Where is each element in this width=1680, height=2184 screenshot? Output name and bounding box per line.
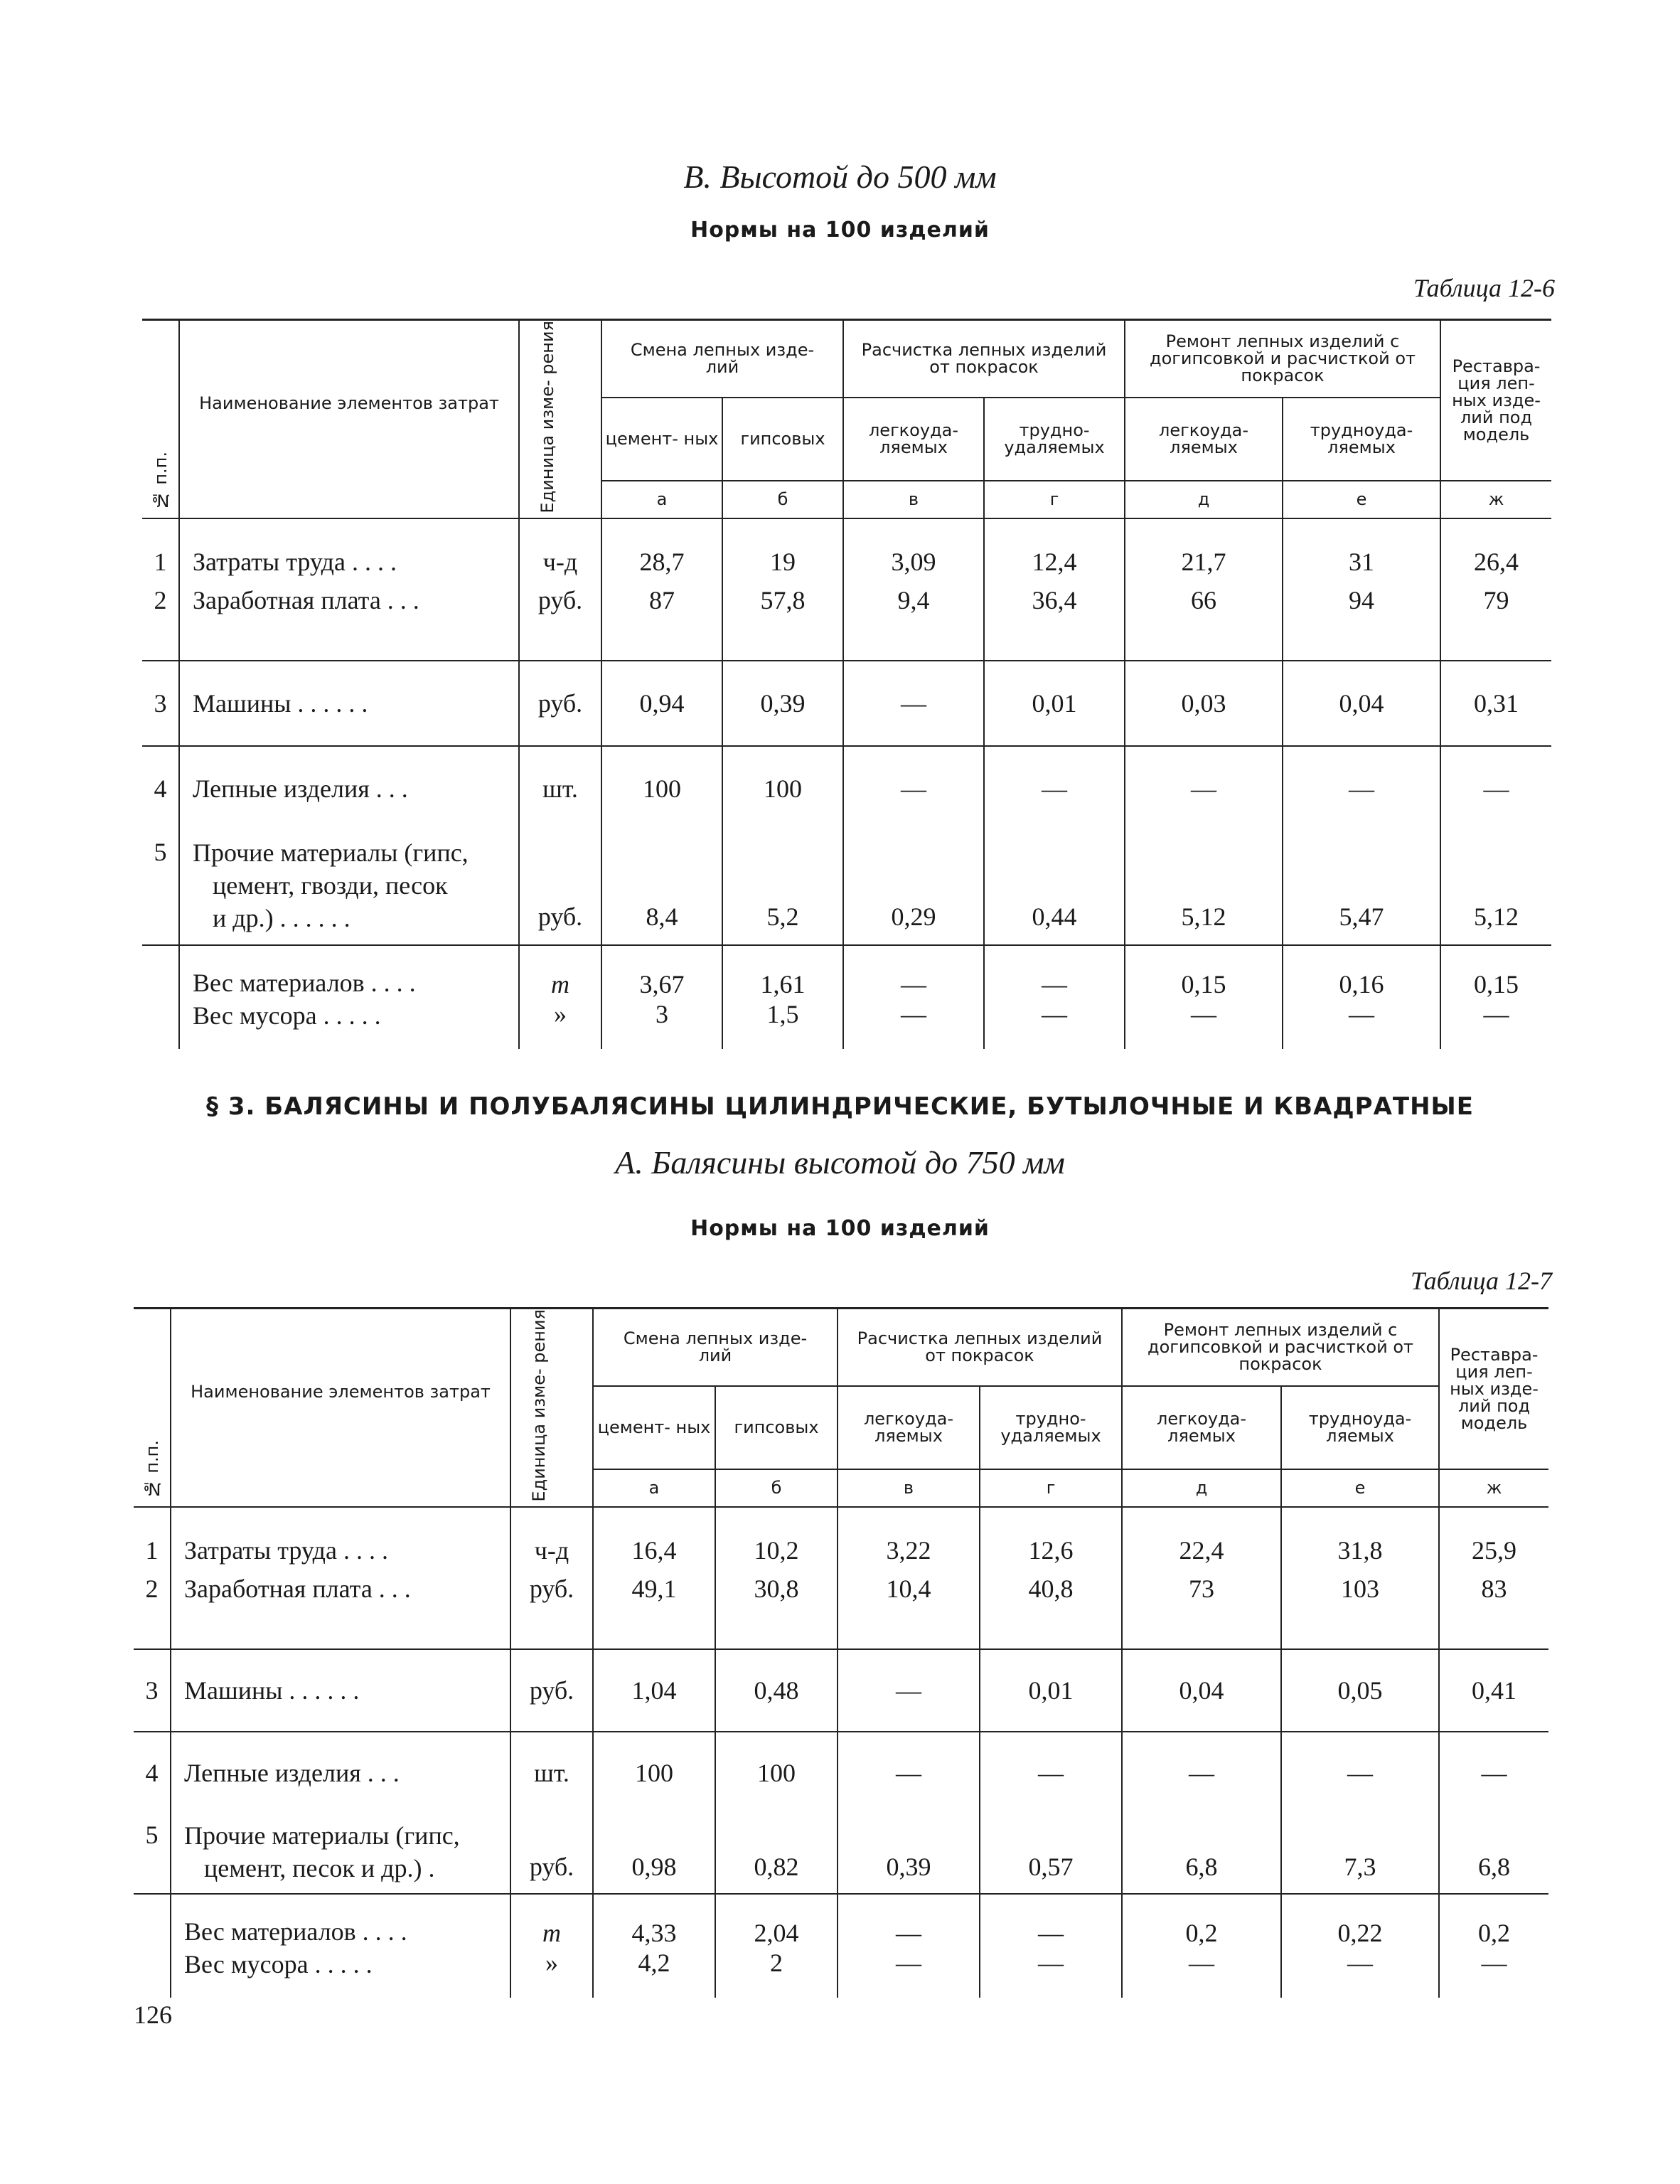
table-row [134,1531,1548,1570]
row-unit: т [510,1894,593,1948]
row-name: Вес мусора . . . . . [171,1948,510,1998]
cell-e: 0,05 [1281,1649,1439,1732]
row-unit: шт. [510,1732,593,1814]
cell-zh: — [1440,999,1551,1049]
cell-e: — [1281,1732,1439,1814]
row-name: Вес материалов . . . . [179,945,519,999]
subheader-hard-removal: трудно- удаляемых [984,398,1125,481]
cell-g: — [980,1732,1122,1814]
table-row [142,945,1551,999]
subheader-cement: цемент- ных [593,1386,715,1469]
cell-d: 6,8 [1122,1814,1281,1894]
cell-zh: 0,31 [1440,661,1551,746]
subheader-hard-removal-2: трудноуда- ляемых [1283,398,1440,481]
cell-v: — [838,1948,980,1998]
cell-zh: 5,12 [1440,831,1551,945]
norms-table-12-6 [142,319,1551,1049]
col-letter-a: а [593,1469,715,1507]
cell-g: — [984,746,1125,831]
cell-a: 3,67 [601,945,722,999]
subheader-easy-removal-2: легкоуда- ляемых [1125,398,1283,481]
cell-e: 0,04 [1283,661,1440,746]
cell-b: 100 [722,746,843,831]
cell-zh: 79 [1440,581,1551,619]
cell-b: 10,2 [715,1531,838,1570]
subheader-easy-removal: легкоуда- ляемых [843,398,984,481]
row-unit: руб. [510,1814,593,1894]
subsection-heading-b: В. Высотой до 500 мм [683,159,997,195]
cell-g: 0,01 [984,661,1125,746]
col-header-num: № п.п. [142,320,179,518]
cell-g: — [984,999,1125,1049]
cell-d: 21,7 [1125,543,1283,581]
col-letter-b: б [715,1469,838,1507]
col-group-restoration: Реставра- ция леп- ных изде- лий под модель [1439,1309,1548,1469]
cell-b: 1,5 [722,999,843,1049]
table-row [134,1570,1548,1608]
cell-g: — [980,1894,1122,1948]
subheader-cement: цемент- ных [601,398,722,481]
cell-d: — [1122,1948,1281,1998]
cell-d: — [1125,999,1283,1049]
cell-v: 10,4 [838,1570,980,1608]
cell-v: — [843,661,984,746]
cell-d: 22,4 [1122,1531,1281,1570]
subheader-easy-removal-2: легкоуда- ляемых [1122,1386,1281,1469]
row-unit: » [510,1948,593,1998]
cell-g: 0,44 [984,831,1125,945]
row-unit: руб. [510,1649,593,1732]
col-group-repair: Ремонт лепных изделий с догипсовкой и расчисткой от покрасок [1125,320,1440,398]
row-name: Лепные изделия . . . [179,746,519,831]
row-name: Вес мусора . . . . . [179,999,519,1049]
subheader-hard-removal-2: трудноуда- ляемых [1281,1386,1439,1469]
cell-zh: 26,4 [1440,543,1551,581]
cell-d: 0,04 [1122,1649,1281,1732]
col-group-repair: Ремонт лепных изделий с догипсовкой и расчисткой от покрасок [1122,1309,1439,1386]
col-group-cleaning: Расчистка лепных изделий от покрасок [838,1309,1122,1386]
cell-a: 100 [601,746,722,831]
subheader-gypsum: гипсовых [715,1386,838,1469]
cell-zh: 25,9 [1439,1531,1548,1570]
cell-g: 12,6 [980,1531,1122,1570]
cell-g: 36,4 [984,581,1125,619]
row-unit: т [519,945,601,999]
col-header-num: № п.п. [134,1309,171,1507]
cell-b: 2 [715,1948,838,1998]
cell-e: 31,8 [1281,1531,1439,1570]
subheader-gypsum: гипсовых [722,398,843,481]
cell-g: 0,57 [980,1814,1122,1894]
cell-v: — [843,746,984,831]
cell-zh: — [1439,1948,1548,1998]
col-letter-d: д [1122,1469,1281,1507]
cell-d: 73 [1122,1570,1281,1608]
row-number: 5 [145,1820,159,1849]
cell-d: 0,15 [1125,945,1283,999]
row-unit: руб. [519,581,601,619]
table-row [142,999,1551,1049]
subheader-hard-removal: трудно- удаляемых [980,1386,1122,1469]
cell-v: — [838,1894,980,1948]
cell-b: 19 [722,543,843,581]
cell-a: 4,33 [593,1894,715,1948]
row-number [142,999,179,1049]
col-letter-e: е [1283,481,1440,518]
table-row [134,1894,1548,1948]
cell-d: 0,03 [1125,661,1283,746]
cell-e: — [1281,1948,1439,1998]
cell-d: 66 [1125,581,1283,619]
col-letter-b: б [722,481,843,518]
cell-e: 7,3 [1281,1814,1439,1894]
cell-g: — [984,945,1125,999]
table-row [142,543,1551,581]
row-name: Заработная плата . . . [179,581,519,619]
cell-b: 100 [715,1732,838,1814]
cell-zh: 0,41 [1439,1649,1548,1732]
norms-table-12-7 [134,1307,1548,1998]
cell-v: — [843,999,984,1049]
table-row [142,831,1551,945]
cell-b: 1,61 [722,945,843,999]
table-row [142,581,1551,619]
row-name: Затраты труда . . . . [179,543,519,581]
subsection-heading-a: А. Балясины высотой до 750 мм [615,1144,1065,1181]
cell-zh: — [1439,1732,1548,1814]
cell-a: 16,4 [593,1531,715,1570]
cell-v: — [838,1649,980,1732]
cell-v: 0,29 [843,831,984,945]
cell-b: 57,8 [722,581,843,619]
table-row [134,1948,1548,1998]
cell-a: 28,7 [601,543,722,581]
col-group-cleaning: Расчистка лепных изделий от покрасок [843,320,1125,398]
row-number: 3 [134,1649,171,1732]
row-name: Машины . . . . . . [171,1649,510,1732]
row-unit: руб. [510,1570,593,1608]
cell-e: — [1283,999,1440,1049]
row-unit: ч-д [519,543,601,581]
cell-zh: 6,8 [1439,1814,1548,1894]
cell-d: — [1125,746,1283,831]
cell-e: 5,47 [1283,831,1440,945]
cell-b: 0,39 [722,661,843,746]
row-number: 2 [145,1574,159,1603]
cell-g: — [980,1948,1122,1998]
row-name: Прочие материалы (гипс, цемент, гвозди, песок и др.) . . . . . . [179,831,519,945]
col-header-name: Наименование элементов затрат [179,320,519,518]
cell-a: 0,98 [593,1814,715,1894]
cell-e: — [1283,746,1440,831]
row-name: Заработная плата . . . [171,1570,510,1608]
cell-a: 4,2 [593,1948,715,1998]
table-row [134,1649,1548,1732]
table-row [134,1732,1548,1814]
norms-caption-b: Нормы на 100 изделий [690,218,990,243]
cell-zh: 0,2 [1439,1894,1548,1948]
col-group-replacement: Смена лепных изде- лий [593,1309,838,1386]
cell-v: 3,22 [838,1531,980,1570]
cell-g: 12,4 [984,543,1125,581]
col-letter-a: а [601,481,722,518]
row-number: 3 [142,661,179,746]
row-number: 4 [134,1732,171,1814]
cell-a: 1,04 [593,1649,715,1732]
table-row [142,746,1551,831]
col-letter-zh: ж [1439,1469,1548,1507]
section-title: § 3. БАЛЯСИНЫ И ПОЛУБАЛЯСИНЫ ЦИЛИНДРИЧЕСКИЕ, БУТЫЛОЧНЫЕ И КВАДРАТНЫЕ [205,1092,1475,1121]
col-group-replacement: Смена лепных изде- лий [601,320,843,398]
cell-zh: 0,15 [1440,945,1551,999]
cell-b: 0,48 [715,1649,838,1732]
norms-caption-a: Нормы на 100 изделий [690,1216,990,1241]
cell-e: 0,16 [1283,945,1440,999]
row-number: 1 [145,1535,159,1565]
row-unit: » [519,999,601,1049]
cell-a: 100 [593,1732,715,1814]
cell-d: 0,2 [1122,1894,1281,1948]
cell-e: 0,22 [1281,1894,1439,1948]
row-name: Вес материалов . . . . [171,1894,510,1948]
table-number-12-7: Таблица 12-7 [1410,1267,1552,1295]
cell-g: 0,01 [980,1649,1122,1732]
col-letter-d: д [1125,481,1283,518]
row-name: Затраты труда . . . . [171,1531,510,1570]
row-number: 1 [154,547,167,576]
cell-b: 5,2 [722,831,843,945]
col-group-restoration: Реставра- ция леп- ных изде- лий под модель [1440,320,1551,481]
row-unit: ч-д [510,1531,593,1570]
cell-e: 103 [1281,1570,1439,1608]
row-number [142,945,179,999]
page-number: 126 [134,2001,172,2029]
cell-e: 31 [1283,543,1440,581]
row-name: Машины . . . . . . [179,661,519,746]
col-letter-v: в [843,481,984,518]
cell-v: 0,39 [838,1814,980,1894]
col-letter-zh: ж [1440,481,1551,518]
col-header-unit: Единица изме- рения [519,320,601,518]
cell-b: 0,82 [715,1814,838,1894]
row-unit: руб. [519,661,601,746]
row-number: 4 [142,746,179,831]
row-number: 2 [154,585,167,614]
col-letter-g: г [980,1469,1122,1507]
cell-zh: 83 [1439,1570,1548,1608]
table-row [134,1814,1548,1894]
cell-d: — [1122,1732,1281,1814]
cell-a: 49,1 [593,1570,715,1608]
cell-g: 40,8 [980,1570,1122,1608]
row-name: Прочие материалы (гипс, цемент, песок и др.) . [171,1814,510,1894]
subheader-easy-removal: легкоуда- ляемых [838,1386,980,1469]
col-letter-v: в [838,1469,980,1507]
cell-d: 5,12 [1125,831,1283,945]
cell-v: — [838,1732,980,1814]
table-number-12-6: Таблица 12-6 [1413,274,1555,302]
cell-v: 3,09 [843,543,984,581]
cell-zh: — [1440,746,1551,831]
row-number [134,1894,171,1948]
row-number: 5 [154,837,167,866]
cell-a: 3 [601,999,722,1049]
col-letter-e: е [1281,1469,1439,1507]
row-unit: шт. [519,746,601,831]
cell-b: 30,8 [715,1570,838,1608]
cell-a: 0,94 [601,661,722,746]
col-header-unit: Единица изме- рения [510,1309,593,1507]
cell-a: 87 [601,581,722,619]
row-number [134,1948,171,1998]
cell-e: 94 [1283,581,1440,619]
table-row [142,661,1551,746]
row-name: Лепные изделия . . . [171,1732,510,1814]
cell-b: 2,04 [715,1894,838,1948]
cell-v: — [843,945,984,999]
col-letter-g: г [984,481,1125,518]
cell-a: 8,4 [601,831,722,945]
col-header-name: Наименование элементов затрат [171,1309,510,1507]
cell-v: 9,4 [843,581,984,619]
row-unit: руб. [519,831,601,945]
